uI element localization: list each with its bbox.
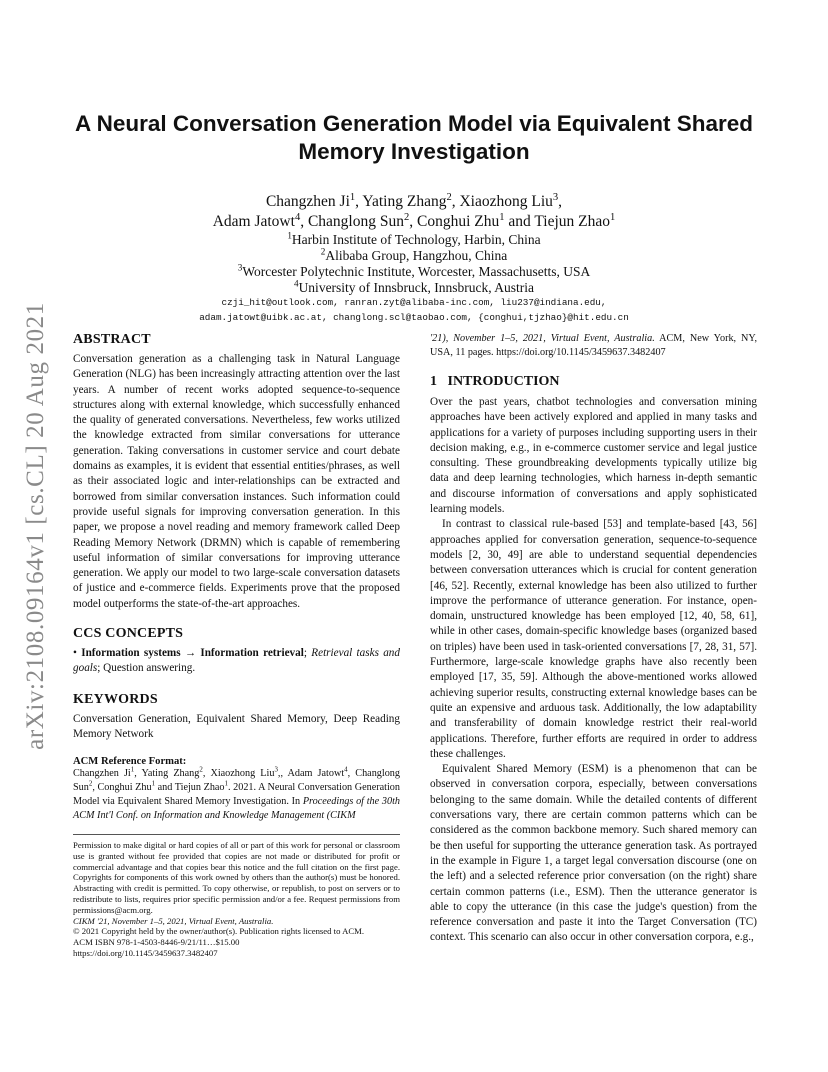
title-line-2: Memory Investigation (298, 139, 530, 164)
acm-reference-heading: ACM Reference Format: (73, 756, 187, 768)
intro-paragraph-1: Over the past years, chatbot technologies and conversation mining approaches have been actively explored and applied in many tasks and applications for a variety of purposes including supporting users in their decision making, e.g., in e-commerce customer service and legal justice consulting. These groundbreaking developments typically utilize big data and deep learning technologies, which harness in-depth semantic and discourse information of conversations and apply sophisticated learning models. (430, 396, 757, 516)
email-line-2[interactable]: adam.jatowt@uibk.ac.at, changlong.scl@taobao.com, {conghui,tjzhao}@hit.edu.cn (199, 311, 629, 323)
arxiv-identifier[interactable]: arXiv:2108.09164v1 [cs.CL] 20 Aug 2021 (22, 302, 49, 750)
isbn-line: ACM ISBN 978-1-4503-8446-9/21/11…$15.00 (73, 937, 240, 948)
author-affil-mark: 3 (552, 191, 559, 203)
author-name: and Tiejun Zhao (504, 213, 611, 230)
keywords-section (73, 692, 400, 743)
ccs-subconcept: Retrieval tasks and goals (73, 647, 400, 675)
author-name: Changzhen Ji (265, 193, 350, 210)
affiliation: $^4$University of Innsbruck, Innsbruck, Austria (293, 278, 535, 295)
author-name: , Xiaozhong Liu (451, 193, 553, 210)
affiliation: $^2$Alibaba Group, Hangzhou, China (320, 246, 508, 263)
acm-reference-venue: Proceedings of the 30th ACM Int'l Conf. on Information and Knowledge Management (CIKM (73, 796, 400, 822)
ccs-text: • Information systems → Information retrieval; Retrieval tasks and goals; Question answering. (73, 647, 400, 675)
author-line-1 (74, 192, 754, 212)
author-affil-mark: 4 (294, 211, 301, 223)
author-affil-mark: 2 (446, 191, 452, 203)
author-affil-mark: 1 (610, 211, 616, 223)
abstract-text: Conversation generation as a challenging task in Natural Language Generation (NLG) has been increasingly attracting attention over the last years. A number of recent works adopted sequence-to-sequence structures along with external knowledge, which successfully enhanced the quality of generated conversations. Nevertheless, few works utilized the knowledge extracted from similar conversations for utterance generation. Taking conversations in customer service and court debate domains as examples, it is evident that essential entities/phrases, as well as their associated logic and inter-relationships can be extracted and borrowed from similar conversation instances. Such information could provide useful signals for improving conversation generation. In this paper, we propose a novel reading and memory framework called Deep Reading Memory Network (DRMN) which is capable of remembering useful information of similar conversations for improving utterance generation. We apply our model to two large-scale conversation datasets of justice and e-commerce fields. Experiments prove that the proposed model outperforms the state-of-the-art approaches. (73, 353, 400, 610)
author-affil-mark: 2 (403, 211, 410, 223)
arxiv-side-stamp (14, 286, 58, 766)
paper-title (74, 110, 754, 166)
acm-reference-continued: '21), November 1–5, 2021, Virtual Event, Australia. ACM, New York, NY, USA, 11 pages. https://doi.org/10.1145/3459637.3482407 (430, 333, 757, 358)
introduction-heading: 1 INTRODUCTION (430, 374, 560, 389)
keywords-text: Conversation Generation, Equivalent Shared Memory, Deep Reading Memory Network (73, 712, 400, 740)
author-list (74, 192, 754, 232)
copyright-footnote (73, 834, 400, 959)
author-line-2 (74, 212, 754, 232)
author-affil-mark: 1 (349, 191, 356, 203)
affiliation: $^1$Harbin Institute of Technology, Harbin, China (287, 230, 541, 247)
left-column (73, 332, 400, 823)
keywords-heading: KEYWORDS (73, 691, 158, 707)
author-affil-mark: 1 (499, 211, 505, 223)
author-name: , Changlong Sun (300, 213, 404, 230)
email-line-1[interactable]: czji_hit@outlook.com, ranran.zyt@alibaba-inc.com, liu237@indiana.edu, (221, 297, 607, 308)
ccs-section (73, 626, 400, 677)
affiliation: $^3$Worcester Polytechnic Institute, Worcester, Massachusetts, USA (237, 262, 591, 279)
intro-paragraph-2: In contrast to classical rule-based [53] and template-based [43, 56] approaches applied for conversation generation, sequence-to-sequence models [2, 30, 49] are able to understand sequential dependencies between conversation utterances which is crucial for content generation [46, 52]. Recently, external knowledge has been also utilized to further improve the performance of utterance generation. For instance, open-domain, unstructured knowledge has been employed [12, 40, 58, 61], while in other cases, domain-specific knowledge bases (organized based on triples) have been used in task-oriented conversations [7, 28, 31, 57]. Furthermore, large-scale knowledge graphs have also recently been employed [17, 35, 59]. Although the above-mentioned works allowed achieving superior results, constructing external knowledge bases can be quite an expensive and arduous task. Additionally, the low adaptability and transferability of domain knowledge restrict their real-world applications. Therefore, further efforts are required in order to address these challenges. (430, 518, 757, 760)
permission-notice: Permission to make digital or hard copies of all or part of this work for personal or classroom use is granted without fee provided that copies are not made or distributed for profit or commercial advantage and that copies bear this notice and the full citation on the first page. Copyrights for components of this work owned by others than the author(s) must be honored. Abstracting with credit is permitted. To copy otherwise, or republish, to post on servers or to redistribute to lists, requires prior specific permission and/or a fee. Request permissions from permissions@acm.org. (73, 840, 400, 915)
author-name: , Conghui Zhu (409, 213, 500, 230)
copyright-line: © 2021 Copyright held by the owner/author(s). Publication rights licensed to ACM. (73, 926, 365, 937)
email-list (74, 296, 754, 325)
affiliation-list (74, 232, 754, 296)
intro-paragraph-3: Equivalent Shared Memory (ESM) is a phenomenon that can be observed in conversation corpora, especially, between conversations belonging to the same domain. While the detailed contents of different conversations vary, there are certain common patterns which can be considered as the common backbone memory. Such shared memory can be then useful for supporting the utterance generation task. As portrayed in the example in Figure 1, a target legal conversation discourse (one on the left) and a selected reference prior conversation (on the right) share certain common patterns (i.e., ESM). Then the utterance generator is able to copy the utterance (in this case the judge's question) from the reference conversation and paste it into the Target Conversation (TC) context. This scenario can also occur in other conversation corpora, e.g., (430, 763, 757, 944)
abstract-heading: ABSTRACT (73, 332, 151, 347)
ccs-concept: Information systems → Information retrieval (81, 647, 304, 660)
author-name: , Yating Zhang (355, 193, 447, 210)
title-line-1: A Neural Conversation Generation Model via Equivalent Shared (74, 111, 754, 136)
acm-reference-text: Changzhen Ji$^1$, Yating Zhang$^2$, Xiaozhong Liu$^3$,, Adam Jatowt$^4$, Changlong Sun$^2$, Conghui Zhu$^1$ and Tiejun Zhao$^1$. 2021. A Neural Conversation Generation Model via Equivalent Shared Memory Investigation. In Proceedings of the 30th ACM Int'l Conf. on Information and Knowledge Management (CIKM (73, 766, 400, 822)
doi-link[interactable]: https://doi.org/10.1145/3459637.3482407 (73, 947, 218, 958)
author-name: Adam Jatowt (212, 213, 295, 230)
conference-line: CIKM '21, November 1–5, 2021, Virtual Event, Australia. (73, 915, 274, 926)
author-separator: , (558, 193, 563, 210)
ccs-heading: CCS CONCEPTS (73, 626, 184, 642)
right-column (430, 332, 757, 946)
